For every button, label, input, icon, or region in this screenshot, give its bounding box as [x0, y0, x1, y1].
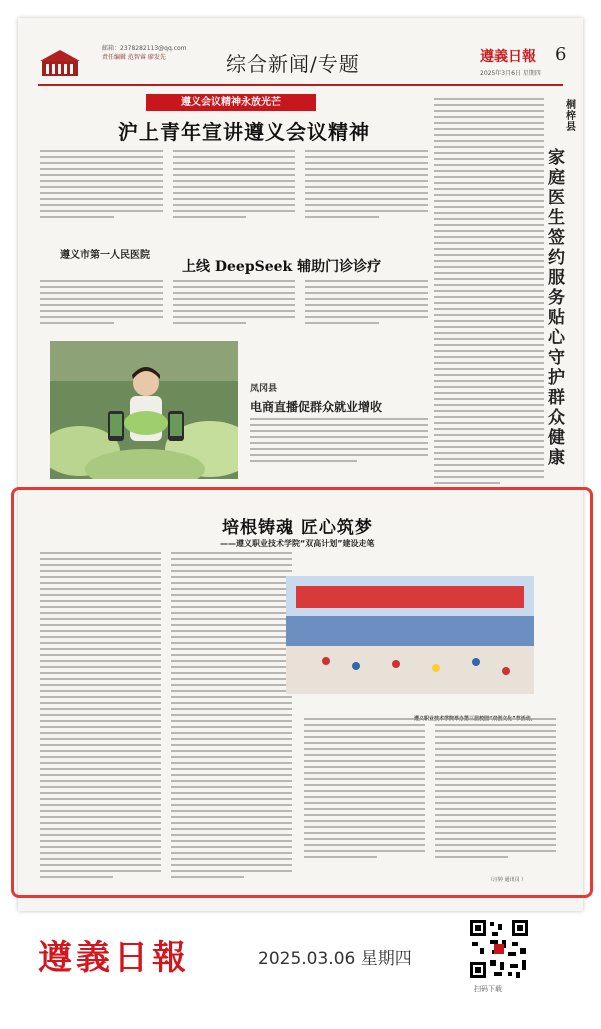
- masthead-logo: 遵義日報: [480, 49, 536, 65]
- photo-article-body: [250, 418, 428, 474]
- livestream-photo: [50, 341, 238, 479]
- photo-article-headline: 电商直播促群众就业增收: [250, 400, 383, 414]
- footer-logo: 遵義日報: [38, 938, 190, 978]
- second-article-headline: 上线 DeepSeek 辅助门诊诊疗: [182, 259, 382, 275]
- masthead-staff: 责任编辑 范智睿 廖发先: [102, 54, 166, 61]
- top-article-headline: 沪上青年宣讲遵义会议精神: [118, 120, 370, 144]
- masthead-meta: [102, 44, 187, 62]
- right-column-headline: 家庭医生签约服务 贴心守护群众健康: [548, 148, 565, 468]
- section-title: 综合新闻/专题: [226, 52, 360, 76]
- masthead: [18, 18, 583, 86]
- highlight-article-title: 培根铸魂 匠心筑梦: [222, 518, 373, 538]
- qr-code-icon[interactable]: [468, 918, 530, 980]
- masthead-date: 2025年3月6日 星期四: [480, 70, 541, 77]
- right-column-county: 桐梓县: [566, 100, 576, 133]
- second-article-body: [40, 280, 428, 336]
- second-article-kicker: 遵义市第一人民医院: [60, 250, 150, 261]
- top-article-body: [40, 150, 428, 238]
- page-number: 6: [555, 44, 567, 65]
- footer-date: 2025.03.06 星期四: [258, 949, 412, 969]
- masthead-email: 邮箱：2378282113@qq.com: [102, 45, 187, 52]
- highlight-article-subtitle: ——遵义职业技术学院“双高计划”建设走笔: [220, 539, 375, 548]
- masthead-rule: [38, 84, 563, 86]
- article-byline: （汪婷 通讯员 ）: [488, 877, 527, 883]
- photo-article-county: 凤冈县: [250, 384, 278, 394]
- qr-label: 扫码下载: [474, 985, 502, 993]
- right-column-body: [434, 98, 544, 498]
- top-article-banner: 遵义会议精神永放光芒: [146, 94, 316, 111]
- building-emblem-icon: [40, 48, 80, 78]
